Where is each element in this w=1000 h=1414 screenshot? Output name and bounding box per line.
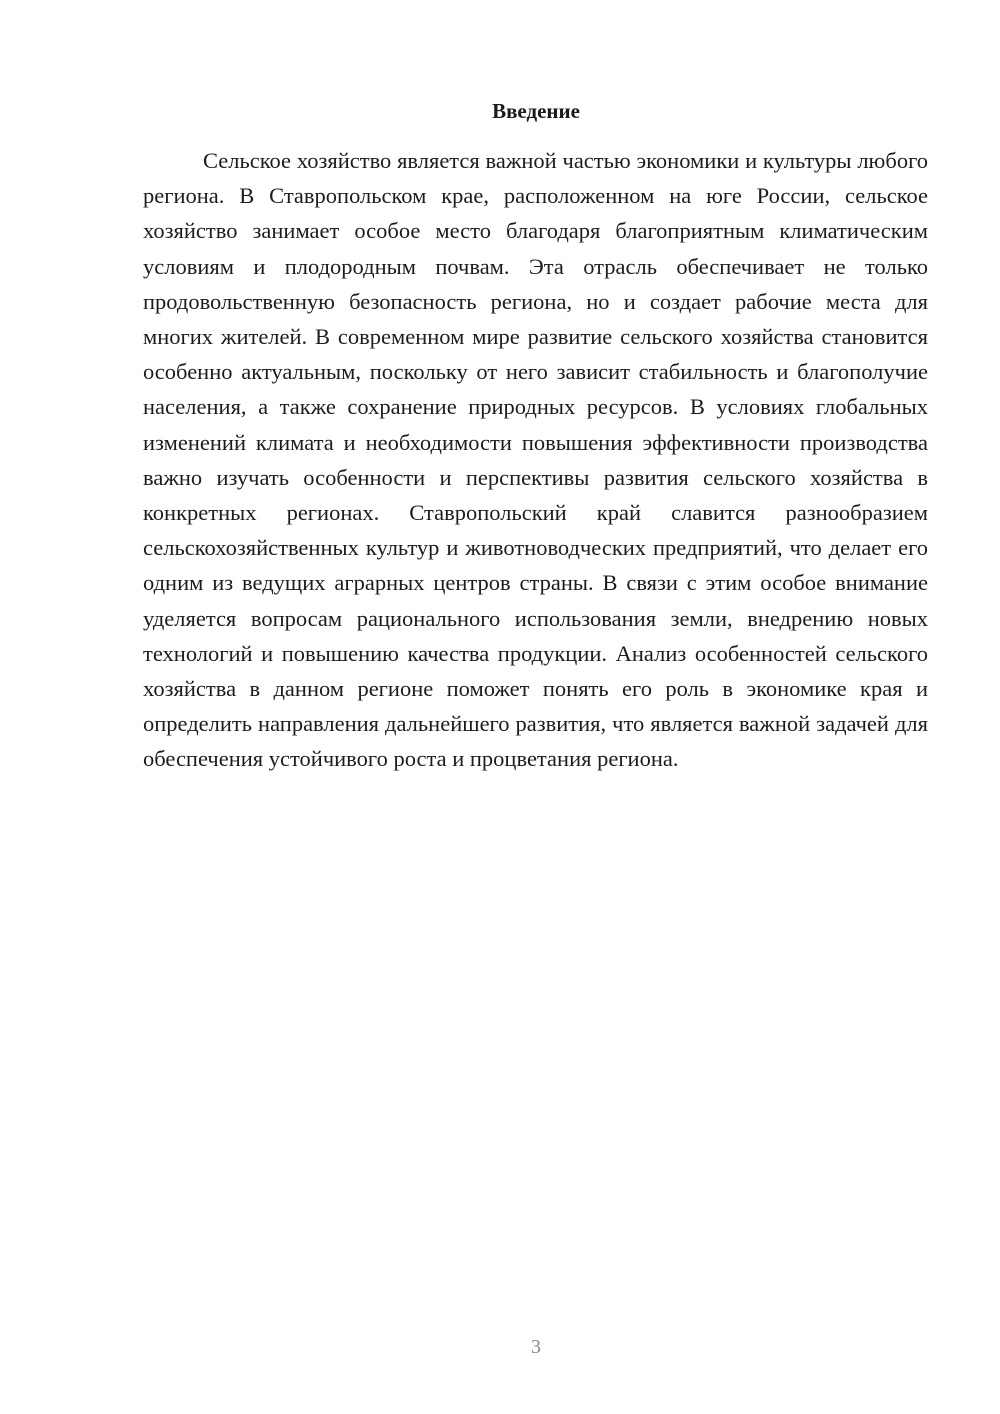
body-paragraph: Сельское хозяйство является важной частью экономики и культуры любого региона. В Ставропольском крае, расположенном на юге России, сельское хозяйство занимает особое место благодаря благоприятным климатическим условиям и плодородным почвам. Эта отрасль обеспечивает не только продовольственную безопасность региона, но и создает рабочие места для многих жителей. В современном мире развитие сельского хозяйства становится особенно актуальным, поскольку от него зависит стабильность и благополучие населения, а также сохранение природных ресурсов. В условиях глобальных изменений климата и необходимости повышения эффективности производства важно изучать особенности и перспективы развития сельского хозяйства в конкретных регионах. Ставропольский край славится разнообразием сельскохозяйственных культур и животноводческих предприятий, что делает его одним из ведущих аграрных центров страны. В связи с этим особое внимание уделяется вопросам рационального использования земли, внедрению новых технологий и повышению качества продукции. Анализ особенностей сельского хозяйства в данном регионе поможет понять его роль в экономике края и определить направления дальнейшего развития, что является важной задачей для обеспечения устойчивого роста и процветания региона. [143,148,928,772]
section-heading: Введение [492,99,580,123]
page-number: 3 [531,1336,541,1358]
